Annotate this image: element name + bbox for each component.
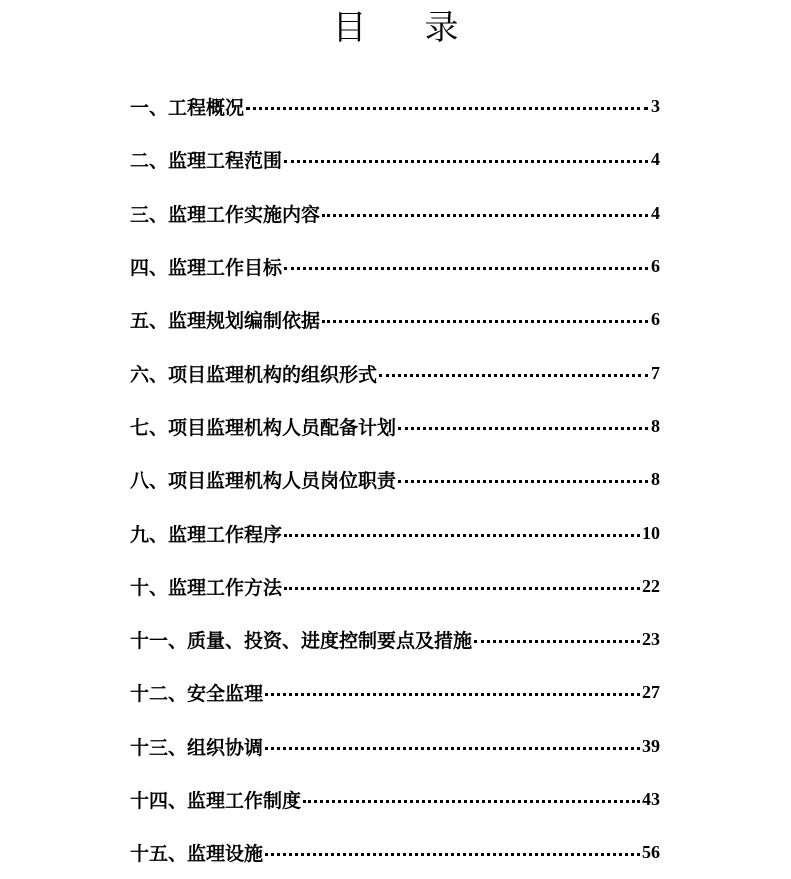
- toc-entry-page: 43: [642, 789, 660, 809]
- toc-entry-page: 3: [651, 96, 660, 117]
- title-char-1: 目: [332, 8, 367, 48]
- toc-entry[interactable]: [130, 80, 660, 133]
- toc-entry-page: 4: [651, 149, 660, 170]
- toc-entry-page: 6: [651, 256, 660, 277]
- dot-leader: [322, 320, 648, 323]
- toc-entry-label: 十五、监理设施: [130, 843, 264, 866]
- toc-entry-page: 6: [651, 309, 660, 330]
- dot-leader: [284, 587, 640, 590]
- dot-leader: [322, 214, 648, 217]
- dot-leader: [284, 534, 640, 537]
- toc-entry-label: 一、工程概况: [130, 97, 245, 120]
- toc-entry-label: 十二、安全监理: [130, 683, 264, 706]
- dot-leader: [265, 693, 640, 696]
- toc-entry[interactable]: [130, 720, 660, 773]
- toc-entry-label: 十一、质量、投资、进度控制要点及措施: [130, 630, 473, 653]
- toc-entry-page: 56: [642, 842, 660, 863]
- dot-leader: [265, 853, 640, 856]
- toc-entry-page: 7: [651, 362, 660, 383]
- toc-entry[interactable]: [130, 400, 660, 453]
- dot-leader: [265, 747, 640, 750]
- dot-leader: [303, 800, 640, 803]
- dot-leader: [246, 107, 648, 110]
- toc-entry-page: 22: [642, 575, 660, 596]
- toc-entry[interactable]: [130, 773, 660, 826]
- toc-entry-page: 27: [642, 682, 660, 703]
- toc-entry[interactable]: [130, 187, 660, 240]
- title-char-2: 录: [424, 8, 459, 48]
- toc-entry-page: 23: [642, 629, 660, 650]
- toc-entry-label: 八、项目监理机构人员岗位职责: [130, 470, 397, 493]
- toc-entry-label: 十四、监理工作制度: [130, 790, 302, 812]
- toc-entry-label: 七、项目监理机构人员配备计划: [130, 416, 397, 439]
- dot-leader: [398, 480, 648, 483]
- toc-entry-label: 六、项目监理机构的组织形式: [130, 363, 378, 386]
- toc-entry-label: 四、监理工作目标: [130, 257, 283, 280]
- toc-entry-page: 4: [651, 202, 660, 223]
- toc-entry-page: 8: [651, 415, 660, 436]
- dot-leader: [284, 267, 648, 270]
- toc-entry[interactable]: [130, 506, 660, 559]
- dot-leader: [474, 640, 640, 643]
- toc-entry-label: 十三、组织协调: [130, 736, 264, 759]
- toc-entry[interactable]: [130, 560, 660, 613]
- toc-entry-label: 二、监理工程范围: [130, 150, 283, 173]
- toc-entry[interactable]: [130, 293, 660, 346]
- toc-entry-label: 五、监理规划编制依据: [130, 310, 321, 333]
- toc-entry[interactable]: [130, 453, 660, 506]
- dot-leader: [379, 374, 648, 377]
- toc-entry[interactable]: [130, 240, 660, 293]
- toc-entry[interactable]: [130, 826, 660, 879]
- toc-entry[interactable]: [130, 133, 660, 186]
- toc-entry-page: 10: [642, 522, 660, 543]
- toc-entry-label: 十、监理工作方法: [130, 576, 283, 599]
- toc-entry[interactable]: [130, 613, 660, 666]
- table-of-contents: [130, 80, 660, 879]
- toc-entry[interactable]: [130, 666, 660, 719]
- toc-entry[interactable]: [130, 346, 660, 399]
- toc-entry-label: 九、监理工作程序: [130, 523, 283, 546]
- toc-entry-label: 三、监理工作实施内容: [130, 203, 321, 226]
- page-title: [0, 4, 791, 52]
- dot-leader: [284, 160, 648, 163]
- dot-leader: [398, 427, 648, 430]
- toc-entry-page: 39: [642, 735, 660, 756]
- toc-entry-page: 8: [651, 469, 660, 490]
